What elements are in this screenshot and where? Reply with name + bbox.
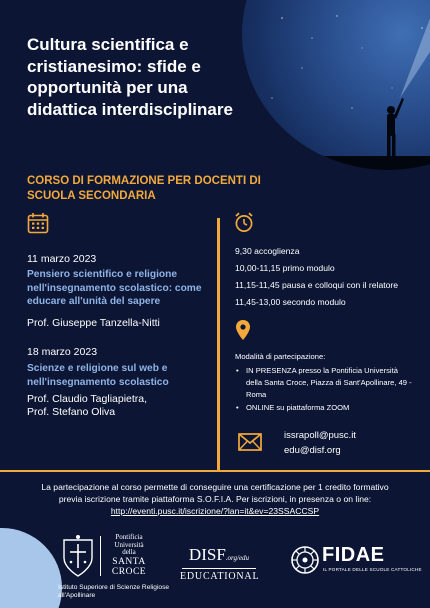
session-date: 11 marzo 2023 — [27, 253, 97, 265]
modalita-heading: Modalità di partecipazione: — [235, 352, 326, 361]
pusc-wordmark: Pontificia Università della SANTA CROCE — [111, 533, 147, 577]
schedule-item: 10,00-11,15 primo modulo — [235, 263, 335, 273]
fidae-wordmark: FIDAE — [322, 544, 385, 566]
modalita-list — [235, 365, 415, 415]
horizontal-divider — [0, 470, 430, 472]
modalita-item: • IN PRESENZA presso la Pontificia Università della Santa Croce, Piazza di Sant'Apollinare, 49 - Roma — [235, 365, 415, 401]
footer-text: La partecipazione al corso permette di conseguire una certificazione per 1 credito formativo previa iscrizione tramite piattaforma S.O.F.I.A. Per iscrizioni, in presenza o on line: — [41, 482, 389, 504]
schedule-item: 11,15-11,45 pausa e colloqui con il relatore — [235, 280, 399, 290]
logo-separator — [100, 536, 101, 576]
pusc-logo — [60, 534, 154, 586]
session-title: Pensiero scientifico e religione nell'insegnamento scolastico: come educare all'unità del sapere — [27, 269, 202, 307]
footer-note — [30, 481, 400, 517]
hero-night-sky-image — [242, 0, 430, 170]
schedule-item: 9,30 accoglienza — [235, 246, 300, 256]
registration-link[interactable]: http://eventi.pusc.it/iscrizione/?lan=it&ev=23SSACCSP — [110, 506, 320, 516]
vertical-divider — [217, 218, 220, 471]
mail-icon — [238, 433, 262, 451]
disf-educational: EDUCATIONAL — [180, 571, 260, 582]
disf-logo — [180, 546, 258, 586]
session-date: 18 marzo 2023 — [27, 346, 98, 358]
schedule-item: 11,45-13,00 secondo modulo — [235, 297, 346, 307]
schedule-list — [235, 245, 410, 313]
decorative-circle — [0, 528, 62, 608]
session-speaker: Prof. Giuseppe Tanzella-Nitti — [27, 317, 160, 329]
course-subtitle: CORSO DI FORMAZIONE PER DOCENTI DI SCUOLA SECONDARIA — [27, 175, 261, 202]
disf-wordmark: DISF.org/edu — [188, 545, 250, 564]
calendar-icon — [27, 212, 49, 234]
logo-rule — [182, 568, 256, 569]
alarm-clock-icon — [233, 211, 255, 233]
page-title: Cultura scientifica e cristianesimo: sfide e opportunità per una didattica interdisciplinare — [27, 35, 233, 119]
pusc-subtitle: Istituto Superiore di Scienze Religiose all'Apollinare — [58, 584, 170, 599]
session-title: Scienze e religione sul web e nell'insegnamento scolastico — [27, 363, 169, 388]
contact-email-link[interactable]: edu@disf.org — [284, 445, 341, 456]
session-speaker: Prof. Claudio Tagliapietra, Prof. Stefano Oliva — [27, 393, 148, 418]
fidae-emblem-icon — [290, 545, 320, 575]
crest-icon — [60, 534, 96, 578]
location-pin-icon — [236, 320, 250, 340]
fidae-logo — [290, 543, 422, 579]
modalita-item: • ONLINE su piattaforma ZOOM — [235, 402, 415, 414]
fidae-tagline: IL PORTALE DELLE SCUOLE CATTOLICHE — [323, 567, 422, 572]
contact-email-link[interactable]: issrapoll@pusc.it — [284, 430, 356, 441]
